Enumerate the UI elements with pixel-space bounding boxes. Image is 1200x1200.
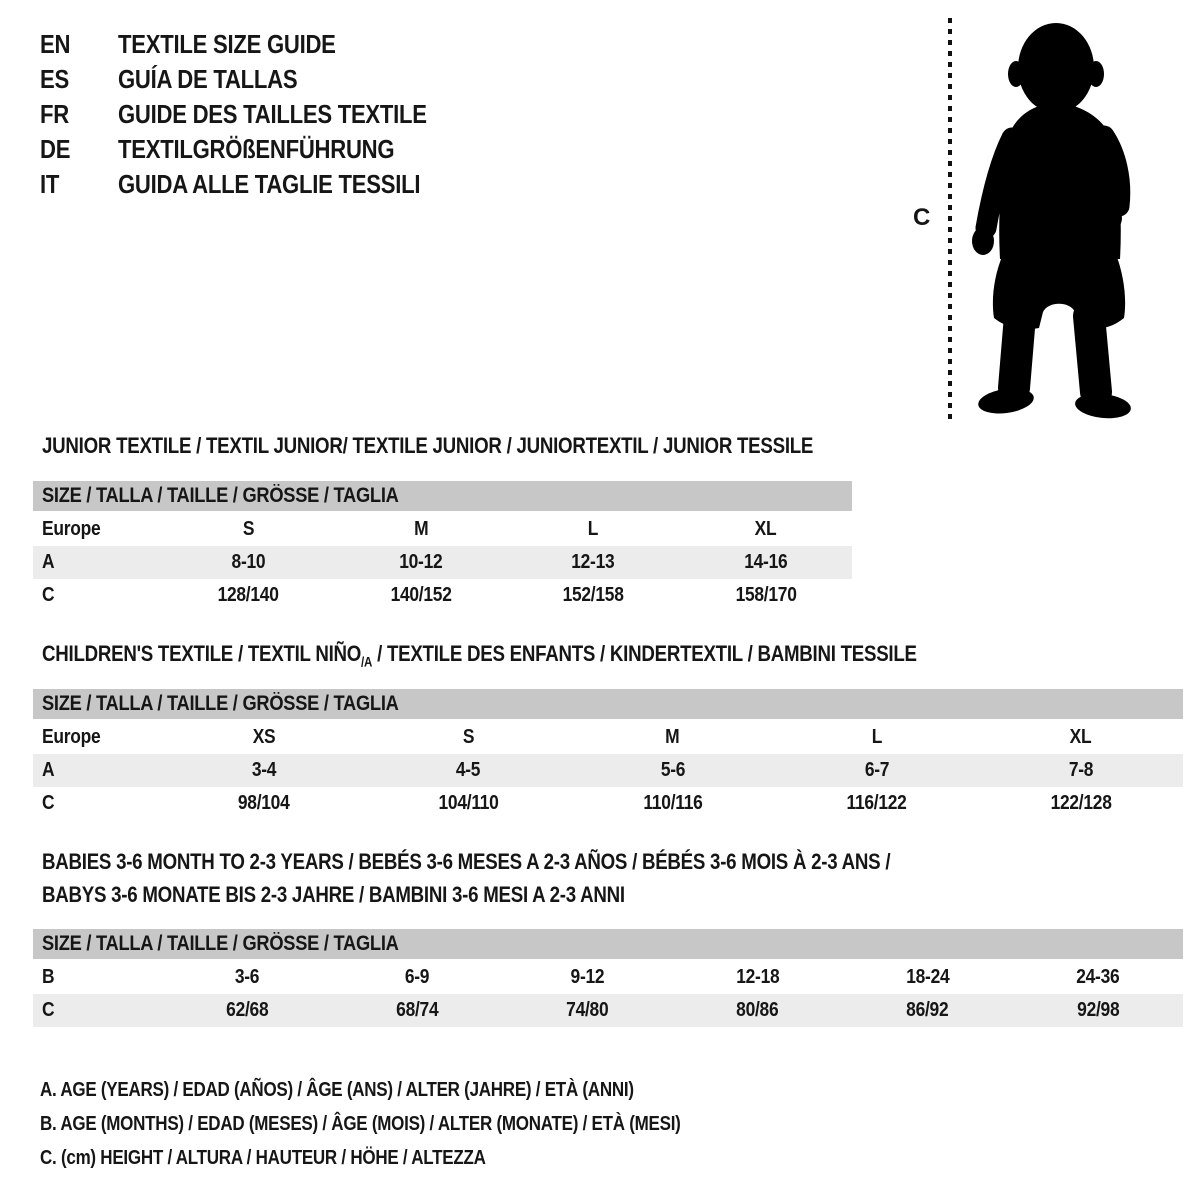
- children-section-title: [42, 641, 1071, 669]
- language-code: ES: [40, 64, 69, 94]
- legend-line: B. AGE (MONTHS) / EDAD (MESES) / ÂGE (MOIS) / ALTER (MONATE) / ETÀ (MESI): [40, 1112, 681, 1135]
- table-cell: 3-6: [234, 966, 260, 988]
- table-cell: 6-9: [405, 966, 430, 988]
- junior-size-table: [33, 481, 852, 612]
- table-cell: XL: [1070, 726, 1092, 748]
- table-cell: XS: [252, 726, 276, 748]
- table-cell: XL: [754, 518, 777, 540]
- table-cell: 104/110: [438, 792, 499, 814]
- language-title: TEXTILE SIZE GUIDE: [118, 29, 336, 59]
- language-code: FR: [40, 99, 69, 129]
- babies-title-line2: BABYS 3-6 MONATE BIS 2-3 JAHRE / BAMBINI 3-6 MESI A 2-3 ANNI: [42, 882, 625, 907]
- legend-line: C. (cm) HEIGHT / ALTURA / HAUTEUR / HÖHE / ALTEZZA: [40, 1146, 486, 1169]
- table-row: [33, 546, 852, 579]
- language-row: [40, 27, 481, 62]
- table-cell: 152/158: [562, 584, 624, 606]
- table-cell: 86/92: [906, 999, 949, 1021]
- babies-size-table: [33, 929, 1183, 1027]
- table-cell: 92/98: [1076, 999, 1120, 1021]
- language-row: [40, 132, 481, 167]
- table-cell: 14-16: [744, 551, 788, 573]
- table-cell: 74/80: [566, 999, 609, 1021]
- row-label: Europe: [42, 726, 101, 748]
- table-cell: L: [588, 518, 599, 540]
- language-code: IT: [40, 169, 60, 199]
- table-row: [33, 961, 1183, 994]
- table-cell: 5-6: [660, 759, 685, 781]
- toddler-figure: [972, 23, 1132, 421]
- height-measure-label: C: [913, 204, 931, 231]
- table-cell: 6-7: [864, 759, 889, 781]
- language-title: TEXTILGRÖßENFÜHRUNG: [118, 134, 395, 164]
- children-title-pre: CHILDREN'S TEXTILE / TEXTIL NIÑO: [42, 641, 362, 666]
- table-row: [33, 513, 852, 546]
- language-code: EN: [40, 29, 71, 59]
- table-cell: 140/152: [390, 584, 452, 606]
- children-title-post: / TEXTILE DES ENFANTS / KINDERTEXTIL / BAMBINI TESSILE: [372, 641, 917, 666]
- table-row: [33, 754, 1183, 787]
- language-code: DE: [40, 134, 71, 164]
- language-title: GUIDE DES TAILLES TEXTILE: [118, 99, 427, 129]
- table-size-header: SIZE / TALLA / TAILLE / GRÖSSE / TAGLIA: [33, 689, 1183, 719]
- row-label: C: [42, 584, 55, 606]
- table-cell: 12-18: [735, 966, 780, 988]
- table-size-header: SIZE / TALLA / TAILLE / GRÖSSE / TAGLIA: [33, 481, 852, 511]
- children-title-sub: /A: [361, 654, 373, 670]
- row-label: C: [42, 792, 55, 814]
- table-row: [33, 994, 1183, 1027]
- table-cell: 7-8: [1068, 759, 1094, 781]
- table-cell: 24-36: [1076, 966, 1120, 988]
- table-cell: M: [413, 518, 428, 540]
- table-cell: S: [462, 726, 474, 748]
- table-cell: 158/170: [735, 584, 797, 606]
- table-cell: 4-5: [456, 759, 481, 781]
- legend-block: [40, 1073, 794, 1175]
- babies-section-title: [42, 845, 1040, 911]
- table-cell: 12-13: [571, 551, 615, 573]
- table-cell: 18-24: [906, 966, 950, 988]
- table-cell: 62/68: [225, 999, 269, 1021]
- table-cell: 128/140: [217, 584, 279, 606]
- table-cell: 110/116: [642, 792, 703, 814]
- table-cell: L: [871, 726, 882, 748]
- table-cell: S: [242, 518, 254, 540]
- table-row: [33, 579, 852, 612]
- legend-line: A. AGE (YEARS) / EDAD (AÑOS) / ÂGE (ANS) / ALTER (JAHRE) / ETÀ (ANNI): [40, 1078, 634, 1101]
- language-list: [40, 27, 481, 202]
- row-label: A: [42, 551, 55, 573]
- children-size-table: [33, 689, 1183, 820]
- row-label: Europe: [42, 518, 101, 540]
- table-cell: 3-4: [251, 759, 277, 781]
- table-cell: 68/74: [396, 999, 439, 1021]
- table-size-header: SIZE / TALLA / TAILLE / GRÖSSE / TAGLIA: [33, 929, 1183, 959]
- language-title: GUÍA DE TALLAS: [118, 64, 298, 94]
- table-cell: 10-12: [399, 551, 443, 573]
- table-cell: 116/122: [846, 792, 907, 814]
- table-row: [33, 721, 1183, 754]
- table-cell: M: [665, 726, 680, 748]
- table-cell: 122/128: [1050, 792, 1112, 814]
- row-label: A: [42, 759, 55, 781]
- toddler-silhouette: [900, 16, 1150, 424]
- language-row: [40, 97, 481, 132]
- table-row: [33, 787, 1183, 820]
- table-cell: 98/104: [238, 792, 290, 814]
- language-row: [40, 167, 481, 202]
- junior-section-title: JUNIOR TEXTILE / TEXTIL JUNIOR/ TEXTILE JUNIOR / JUNIORTEXTIL / JUNIOR TESSILE: [42, 433, 814, 458]
- table-cell: 8-10: [231, 551, 266, 573]
- language-row: [40, 62, 481, 97]
- row-label: B: [42, 966, 55, 988]
- table-cell: 9-12: [570, 966, 605, 988]
- row-label: C: [42, 999, 55, 1021]
- table-cell: 80/86: [736, 999, 779, 1021]
- language-title: GUIDA ALLE TAGLIE TESSILI: [118, 169, 421, 199]
- babies-title-line1: BABIES 3-6 MONTH TO 2-3 YEARS / BEBÉS 3-6 MESES A 2-3 AÑOS / BÉBÉS 3-6 MOIS À 2-3 ANS /: [42, 849, 891, 874]
